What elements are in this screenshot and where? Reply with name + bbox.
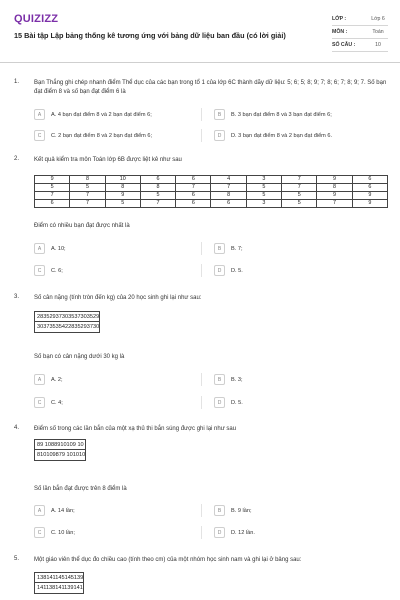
- option-text: A. 2;: [51, 376, 63, 383]
- table-cell: 7: [211, 184, 246, 192]
- option-letter: B: [214, 374, 225, 385]
- table-cell: 7: [317, 200, 352, 208]
- option-text: C. 4;: [51, 399, 63, 406]
- meta-row-count: [332, 39, 388, 52]
- option-text: D. 5.: [231, 399, 243, 406]
- meta-row-subject: [332, 26, 388, 39]
- question-5: [14, 556, 392, 600]
- data-box: [34, 572, 84, 594]
- table-cell: 6: [211, 200, 246, 208]
- question-text: Kết quả kiểm tra môn Toán lớp 6B được liệt kê như sau: [34, 157, 182, 163]
- option-text: B. 7;: [231, 245, 243, 252]
- meta-panel: [332, 13, 388, 52]
- option-text: D. 5.: [231, 267, 243, 274]
- question-number: 3.: [14, 294, 20, 300]
- question-4: [14, 425, 392, 543]
- header-divider: [0, 62, 400, 63]
- table-cell: 7: [282, 184, 317, 192]
- table-cell: 9: [352, 192, 387, 200]
- question-subtext: Số bạn có cân nặng dưới 30 kg là: [34, 354, 125, 360]
- option-a[interactable]: [34, 373, 202, 386]
- option-letter: A: [34, 505, 45, 516]
- option-c[interactable]: [34, 396, 202, 409]
- data-row: 89 1088910109 10: [37, 442, 84, 448]
- question-subtext: Điểm có nhiều bạn đạt được nhất là: [34, 223, 130, 229]
- meta-key: SỐ CÂU :: [332, 42, 356, 48]
- table-cell: 9: [317, 176, 352, 184]
- option-b[interactable]: [214, 108, 392, 121]
- table-row: [35, 176, 388, 184]
- document-title: 15 Bài tập Lập bảng thống kê tương ứng với bảng dữ liệu ban đầu (có lời giải): [14, 31, 286, 40]
- option-letter: D: [214, 397, 225, 408]
- table-cell: 9: [105, 192, 140, 200]
- table-cell: 7: [70, 200, 105, 208]
- table-cell: 3: [246, 176, 281, 184]
- table-cell: 9: [352, 200, 387, 208]
- option-a[interactable]: [34, 108, 202, 121]
- data-row: 141138141139141: [37, 585, 83, 591]
- option-letter: C: [34, 527, 45, 538]
- table-cell: 6: [35, 200, 70, 208]
- table-cell: 5: [246, 192, 281, 200]
- table-row: [35, 192, 388, 200]
- table-cell: 6: [176, 200, 211, 208]
- table-cell: 6: [352, 176, 387, 184]
- table-cell: 7: [176, 184, 211, 192]
- option-text: C. 6;: [51, 267, 63, 274]
- table-cell: 5: [105, 200, 140, 208]
- option-text: D. 12 lần.: [231, 529, 255, 536]
- question-number: 5.: [14, 556, 20, 562]
- option-b[interactable]: [214, 504, 392, 517]
- table-cell: 5: [246, 184, 281, 192]
- option-letter: A: [34, 109, 45, 120]
- table-cell: 7: [70, 192, 105, 200]
- question-number: 1.: [14, 79, 20, 85]
- meta-key: MÔN :: [332, 29, 348, 35]
- option-d[interactable]: [214, 129, 392, 142]
- table-cell: 7: [282, 176, 317, 184]
- question-text: Một giáo viên thể dục đo chiều cao (tính theo cm) của một nhóm học sinh nam và ghi lại ở bảng sau:: [34, 557, 302, 563]
- table-cell: 8: [140, 184, 175, 192]
- option-c[interactable]: [34, 526, 202, 539]
- option-letter: B: [214, 243, 225, 254]
- option-letter: A: [34, 374, 45, 385]
- option-text: C. 10 lần;: [51, 529, 75, 536]
- question-number: 4.: [14, 425, 20, 431]
- option-a[interactable]: [34, 504, 202, 517]
- table-cell: 6: [176, 192, 211, 200]
- option-letter: C: [34, 397, 45, 408]
- table-cell: 5: [35, 184, 70, 192]
- table-row: [35, 184, 388, 192]
- data-row: 30373535422835293730: [37, 324, 100, 330]
- table-cell: 6: [140, 176, 175, 184]
- option-text: B. 9 lần;: [231, 507, 252, 514]
- option-text: B. 3 bạn đạt điểm 8 và 3 bạn đạt điểm 6;: [231, 111, 332, 118]
- meta-key: LỚP :: [332, 16, 347, 22]
- table-cell: 8: [211, 192, 246, 200]
- option-text: B. 3;: [231, 376, 243, 383]
- table-cell: 9: [317, 192, 352, 200]
- quizizz-logo: QUIZIZZ: [14, 13, 59, 25]
- option-text: A. 14 lần;: [51, 507, 75, 514]
- meta-value: Toán: [372, 29, 384, 35]
- option-text: D. 3 bạn đạt điểm 8 và 2 bạn đạt điểm 6.: [231, 132, 333, 139]
- question-text: Số cân nặng (tính tròn đến kg) của 20 học sinh ghi lại như sau:: [34, 295, 202, 301]
- data-row: 138141145145139: [37, 575, 84, 581]
- data-box: [34, 439, 86, 461]
- option-c[interactable]: [34, 129, 202, 142]
- question-number: 2.: [14, 156, 20, 162]
- table-cell: 9: [35, 176, 70, 184]
- question-text: Điểm số trong các lần bắn của một xạ thủ thi bắn súng được ghi lại như sau: [34, 426, 237, 432]
- option-letter: B: [214, 109, 225, 120]
- table-cell: 5: [140, 192, 175, 200]
- table-cell: 6: [352, 184, 387, 192]
- data-box: [34, 311, 100, 333]
- question-3: [14, 294, 392, 412]
- table-cell: 10: [105, 176, 140, 184]
- question-subtext: Số lần bắn đạt được trên 8 điểm là: [34, 486, 127, 492]
- option-letter: C: [34, 265, 45, 276]
- option-b[interactable]: [214, 373, 392, 386]
- question-text: Bạn Thắng ghi chép nhanh điểm Thể dục của các bạn trong tổ 1 của lớp 6C thành dãy dữ liệu: 5; 6; 5; 8; 9; 7; 8; 6; 7; 8; 9; 7. Số bạn đạt điểm 8 và số bạn đạt điểm 6 là: [34, 80, 387, 95]
- option-letter: D: [214, 265, 225, 276]
- score-table: [34, 175, 388, 208]
- meta-value: 10: [375, 42, 381, 48]
- option-d[interactable]: [214, 396, 392, 409]
- meta-row-class: [332, 13, 388, 26]
- table-cell: 7: [140, 200, 175, 208]
- option-a[interactable]: [34, 242, 202, 255]
- table-cell: 7: [35, 192, 70, 200]
- option-c[interactable]: [34, 264, 202, 277]
- option-letter: A: [34, 243, 45, 254]
- table-cell: 5: [70, 184, 105, 192]
- table-cell: 4: [211, 176, 246, 184]
- option-b[interactable]: [214, 242, 392, 255]
- table-cell: 3: [246, 200, 281, 208]
- table-row: [35, 200, 388, 208]
- option-letter: D: [214, 527, 225, 538]
- table-cell: 5: [282, 200, 317, 208]
- table-cell: 5: [282, 192, 317, 200]
- option-letter: B: [214, 505, 225, 516]
- option-letter: C: [34, 130, 45, 141]
- table-cell: 8: [105, 184, 140, 192]
- meta-value: Lớp 6: [371, 16, 385, 22]
- option-text: C. 2 bạn đạt điểm 8 và 2 bạn đạt điểm 6;: [51, 132, 153, 139]
- question-1: [14, 79, 392, 149]
- table-cell: 8: [317, 184, 352, 192]
- option-d[interactable]: [214, 264, 392, 277]
- question-2: [14, 156, 392, 281]
- option-letter: D: [214, 130, 225, 141]
- table-cell: 8: [70, 176, 105, 184]
- data-row: 28352937303537303529: [37, 314, 100, 320]
- table-cell: 6: [176, 176, 211, 184]
- option-text: A. 10;: [51, 245, 66, 252]
- option-d[interactable]: [214, 526, 392, 539]
- option-text: A. 4 bạn đạt điểm 8 và 2 bạn đạt điểm 6;: [51, 111, 152, 118]
- data-row: 810109879 101010: [37, 452, 86, 458]
